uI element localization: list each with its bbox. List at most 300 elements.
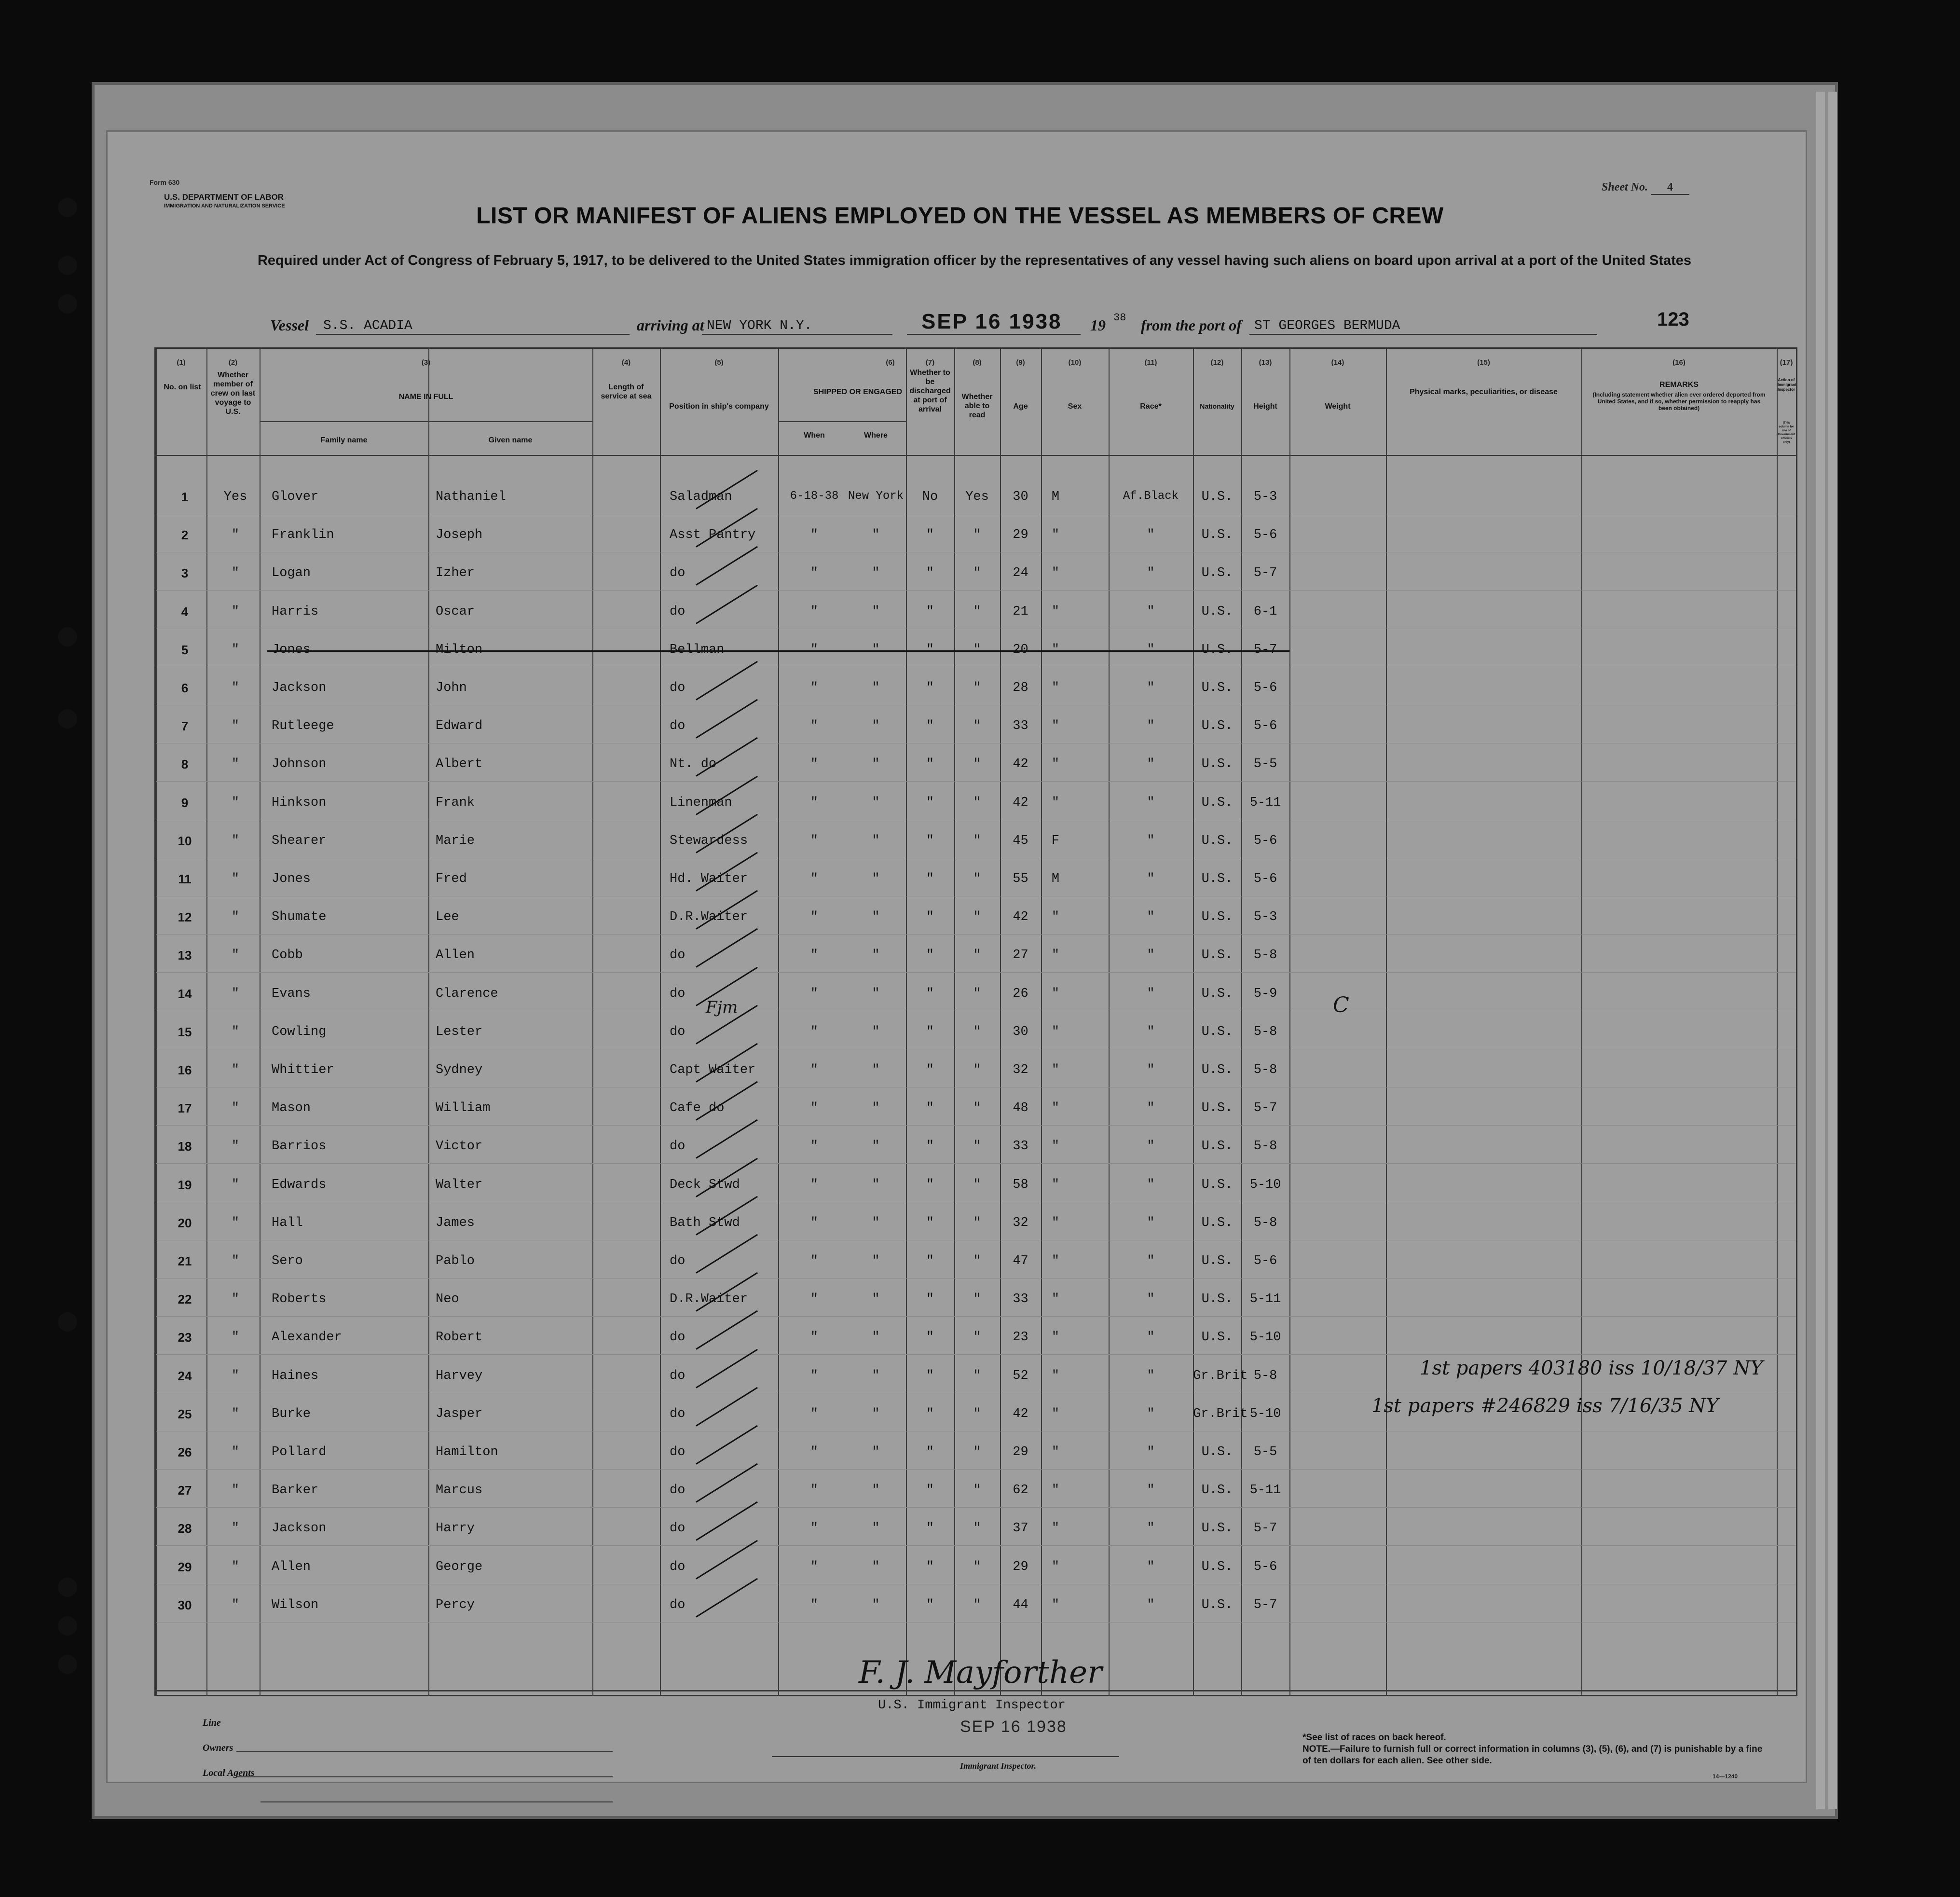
row-7-sex: " xyxy=(1051,719,1060,734)
row-21-height: 5-6 xyxy=(1253,1254,1277,1268)
row-4-given: Oscar xyxy=(436,604,475,619)
row-16-crew: " xyxy=(231,1063,240,1077)
row-rule xyxy=(156,1163,1796,1164)
row-10-sex: F xyxy=(1051,833,1060,848)
binder-hole xyxy=(58,1655,77,1674)
row-7-race: " xyxy=(1147,719,1155,734)
row-3-sex: " xyxy=(1051,566,1060,581)
row-3-family: Logan xyxy=(272,566,311,581)
row-22-race: " xyxy=(1147,1292,1155,1307)
row-30-nat: U.S. xyxy=(1201,1597,1233,1612)
row-16-position: Capt Waiter xyxy=(670,1063,756,1077)
row-11-height: 5-6 xyxy=(1253,872,1277,886)
footer-fields xyxy=(203,1718,255,1793)
col-17-number: (17) xyxy=(1780,358,1793,367)
row-27-crew: " xyxy=(231,1483,240,1498)
row-17-race: " xyxy=(1147,1101,1155,1116)
row-28-position: do xyxy=(670,1521,685,1536)
row-28-when: " xyxy=(810,1521,819,1536)
row-4-crew: " xyxy=(231,604,240,619)
row-2-crew: " xyxy=(231,528,240,543)
row-13-discharged: " xyxy=(926,948,934,963)
row-8-crew: " xyxy=(231,757,240,772)
row-11-discharged: " xyxy=(926,872,934,886)
row-2-read: " xyxy=(973,528,981,543)
row-5-race: " xyxy=(1147,642,1155,657)
races-note: *See list of races on back hereof. xyxy=(1302,1732,1446,1743)
col-1-number: (1) xyxy=(177,358,186,367)
row24-handwritten-remark: 1st papers 403180 iss 10/18/37 NY xyxy=(1420,1357,1763,1379)
row-7-family: Rutleege xyxy=(272,719,334,734)
col-8-number: (8) xyxy=(973,358,982,367)
row-10-given: Marie xyxy=(436,833,475,848)
row-25-no: 25 xyxy=(178,1406,192,1421)
row-5-position: Bellman xyxy=(670,642,725,657)
row-20-no: 20 xyxy=(178,1215,192,1230)
row-30-sex: " xyxy=(1051,1597,1060,1612)
row-24-no: 24 xyxy=(178,1368,192,1383)
row-18-where: " xyxy=(872,1139,880,1154)
row-3-age: 24 xyxy=(1013,566,1028,581)
row-29-discharged: " xyxy=(926,1559,934,1574)
row-27-nat: U.S. xyxy=(1201,1483,1233,1498)
row-11-where: " xyxy=(872,872,880,886)
row-1-when: 6-18-38 xyxy=(790,490,839,503)
row-6-nat: U.S. xyxy=(1201,681,1233,695)
row-25-race: " xyxy=(1147,1406,1155,1421)
row-12-read: " xyxy=(973,910,981,925)
row-8-given: Albert xyxy=(436,757,483,772)
col-2-number: (2) xyxy=(228,358,238,367)
row-19-crew: " xyxy=(231,1177,240,1192)
row-1-given: Nathaniel xyxy=(436,490,506,504)
row-9-sex: " xyxy=(1051,795,1060,810)
row-10-crew: " xyxy=(231,833,240,848)
row-12-nat: U.S. xyxy=(1201,910,1233,925)
row-12-no: 12 xyxy=(178,910,192,925)
row-17-no: 17 xyxy=(178,1101,192,1116)
col-4-number: (4) xyxy=(621,358,631,367)
binder-hole xyxy=(58,294,77,314)
row-16-height: 5-8 xyxy=(1253,1063,1277,1077)
binder-hole xyxy=(58,709,77,729)
row-17-read: " xyxy=(973,1101,981,1116)
row-1-family: Glover xyxy=(272,490,319,504)
row-3-nat: U.S. xyxy=(1201,566,1233,581)
row-14-age: 26 xyxy=(1013,986,1028,1001)
row-2-when: " xyxy=(810,528,819,543)
col-13-number: (13) xyxy=(1259,358,1272,367)
col-2-header: Whether member of crew on last voyage to U.S. xyxy=(210,371,256,416)
row-3-read: " xyxy=(973,566,981,581)
row-10-nat: U.S. xyxy=(1201,833,1233,848)
row-13-nat: U.S. xyxy=(1201,948,1233,963)
row-26-sex: " xyxy=(1051,1445,1060,1459)
line-field xyxy=(203,1718,255,1743)
row-26-age: 29 xyxy=(1013,1445,1028,1459)
row-30-family: Wilson xyxy=(272,1597,319,1612)
row-28-height: 5-7 xyxy=(1253,1521,1277,1536)
row-9-age: 42 xyxy=(1013,795,1028,810)
row-29-position: do xyxy=(670,1559,685,1574)
row-21-sex: " xyxy=(1051,1254,1060,1268)
row-10-age: 45 xyxy=(1013,833,1028,848)
row-27-sex: " xyxy=(1051,1483,1060,1498)
row-21-given: Pablo xyxy=(436,1254,475,1268)
row-3-crew: " xyxy=(231,566,240,581)
row-8-discharged: " xyxy=(926,757,934,772)
col-14-number: (14) xyxy=(1331,358,1344,367)
row-2-age: 29 xyxy=(1013,528,1028,543)
row-15-family: Cowling xyxy=(272,1024,327,1039)
row-19-family: Edwards xyxy=(272,1177,327,1192)
row-15-sex: " xyxy=(1051,1024,1060,1039)
row-30-where: " xyxy=(872,1597,880,1612)
row-5-sex: " xyxy=(1051,642,1060,657)
row-29-family: Allen xyxy=(272,1559,311,1574)
row-9-when: " xyxy=(810,795,819,810)
row-29-when: " xyxy=(810,1559,819,1574)
row-20-when: " xyxy=(810,1215,819,1230)
page-edge xyxy=(1816,92,1825,1809)
from-port-label: from the port of xyxy=(1141,316,1242,334)
row-18-read: " xyxy=(973,1139,981,1154)
row-rule xyxy=(156,1316,1796,1317)
row-rule xyxy=(156,590,1796,591)
row-13-height: 5-8 xyxy=(1253,948,1277,963)
row-1-position: Saladman xyxy=(670,490,732,504)
row-21-discharged: " xyxy=(926,1254,934,1268)
binder-hole xyxy=(58,627,77,646)
row-27-family: Barker xyxy=(272,1483,319,1498)
row-16-no: 16 xyxy=(178,1063,192,1077)
row-27-read: " xyxy=(973,1483,981,1498)
row-10-where: " xyxy=(872,833,880,848)
row-16-given: Sydney xyxy=(436,1063,483,1077)
row-20-race: " xyxy=(1147,1215,1155,1230)
row-19-age: 58 xyxy=(1013,1177,1028,1192)
row-23-crew: " xyxy=(231,1330,240,1345)
row-21-race: " xyxy=(1147,1254,1155,1268)
row-15-no: 15 xyxy=(178,1024,192,1039)
row-19-given: Walter xyxy=(436,1177,483,1192)
row-4-race: " xyxy=(1147,604,1155,619)
row-20-where: " xyxy=(872,1215,880,1230)
row-15-when: " xyxy=(810,1024,819,1039)
binder-hole xyxy=(58,1616,77,1636)
row-18-family: Barrios xyxy=(272,1139,327,1154)
row-13-when: " xyxy=(810,948,819,963)
row-28-nat: U.S. xyxy=(1201,1521,1233,1536)
row-7-no: 7 xyxy=(181,719,189,734)
department-heading xyxy=(164,193,285,210)
row-5-discharged: " xyxy=(926,642,934,657)
row-26-when: " xyxy=(810,1445,819,1459)
row-8-age: 42 xyxy=(1013,757,1028,772)
row-5-age: 20 xyxy=(1013,642,1028,657)
row-20-read: " xyxy=(973,1215,981,1230)
row-29-sex: " xyxy=(1051,1559,1060,1574)
row-18-given: Victor xyxy=(436,1139,483,1154)
row-28-where: " xyxy=(872,1521,880,1536)
row-14-sex: " xyxy=(1051,986,1060,1001)
row-30-no: 30 xyxy=(178,1597,192,1612)
row-4-nat: U.S. xyxy=(1201,604,1233,619)
row-21-read: " xyxy=(973,1254,981,1268)
year-suffix: 38 xyxy=(1113,312,1126,324)
row-23-height: 5-10 xyxy=(1249,1330,1281,1345)
row-7-age: 33 xyxy=(1013,719,1028,734)
crew-manifest-table xyxy=(154,347,1797,1696)
col-rule xyxy=(1386,349,1387,1695)
row-30-race: " xyxy=(1147,1597,1155,1612)
row-25-when: " xyxy=(810,1406,819,1421)
row-12-sex: " xyxy=(1051,910,1060,925)
row-18-position: do xyxy=(670,1139,685,1154)
row-15-crew: " xyxy=(231,1024,240,1039)
row-17-crew: " xyxy=(231,1101,240,1116)
row-26-race: " xyxy=(1147,1445,1155,1459)
row-30-read: " xyxy=(973,1597,981,1612)
row-24-height: 5-8 xyxy=(1253,1368,1277,1383)
document-title: LIST OR MANIFEST OF ALIENS EMPLOYED ON THE VESSEL AS MEMBERS OF CREW xyxy=(476,203,1444,229)
row-23-when: " xyxy=(810,1330,819,1345)
row-12-where: " xyxy=(872,910,880,925)
row-8-nat: U.S. xyxy=(1201,757,1233,772)
row-7-when: " xyxy=(810,719,819,734)
row-13-race: " xyxy=(1147,948,1155,963)
col-rule xyxy=(428,349,429,1695)
row-4-position: do xyxy=(670,604,685,619)
row-1-discharged: No xyxy=(922,490,938,504)
row-9-no: 9 xyxy=(181,795,189,810)
row-20-discharged: " xyxy=(926,1215,934,1230)
row-19-when: " xyxy=(810,1177,819,1192)
row-3-race: " xyxy=(1147,566,1155,581)
row-23-discharged: " xyxy=(926,1330,934,1345)
row-5-where: " xyxy=(872,642,880,657)
row-17-when: " xyxy=(810,1101,819,1116)
row-22-given: Neo xyxy=(436,1292,459,1307)
fine-note: NOTE.—Failure to furnish full or correct information in columns (3), (5), (6), and (7) is punishable by a fine of ten dollars for each alien. See other side. xyxy=(1302,1744,1763,1766)
agents-underline xyxy=(260,1776,613,1802)
form-number: Form 630 xyxy=(150,179,180,186)
row-29-read: " xyxy=(973,1559,981,1574)
col-6-header: SHIPPED OR ENGAGED xyxy=(813,388,903,396)
vessel-name: S.S. ACADIA xyxy=(323,318,412,333)
row-19-where: " xyxy=(872,1177,880,1192)
row-7-nat: U.S. xyxy=(1201,719,1233,734)
row-5-when: " xyxy=(810,642,819,657)
row-6-when: " xyxy=(810,681,819,695)
row-4-height: 6-1 xyxy=(1253,604,1277,619)
row25-handwritten-remark: 1st papers #246829 iss 7/16/35 NY xyxy=(1371,1395,1719,1417)
row-20-height: 5-8 xyxy=(1253,1215,1277,1230)
row-5-nat: U.S. xyxy=(1201,642,1233,657)
row-14-when: " xyxy=(810,986,819,1001)
row-10-when: " xyxy=(810,833,819,848)
row-27-given: Marcus xyxy=(436,1483,483,1498)
row-27-age: 62 xyxy=(1013,1483,1028,1498)
row-29-age: 29 xyxy=(1013,1559,1028,1574)
row-6-race: " xyxy=(1147,681,1155,695)
row-24-discharged: " xyxy=(926,1368,934,1383)
row-22-sex: " xyxy=(1051,1292,1060,1307)
row-12-crew: " xyxy=(231,910,240,925)
row-24-age: 52 xyxy=(1013,1368,1028,1383)
col-1-header: No. on list xyxy=(164,383,201,391)
row-12-position: D.R.Waiter xyxy=(670,910,748,925)
row-4-age: 21 xyxy=(1013,604,1028,619)
row-20-sex: " xyxy=(1051,1215,1060,1230)
row-25-nat: Gr.Brit xyxy=(1193,1406,1248,1421)
row-13-family: Cobb xyxy=(272,948,303,963)
row-1-read: Yes xyxy=(965,490,989,504)
row-15-age: 30 xyxy=(1013,1024,1028,1039)
row5-handwritten-right: C xyxy=(1333,993,1349,1017)
col-16-subheader: (Including statement whether alien ever ordered deported from United States, and if so, whether permission to reapply has been obtained) xyxy=(1592,391,1766,412)
col-15-number: (15) xyxy=(1477,358,1490,367)
header-bottom-rule xyxy=(156,455,1796,456)
row-25-read: " xyxy=(973,1406,981,1421)
row-15-discharged: " xyxy=(926,1024,934,1039)
row-25-age: 42 xyxy=(1013,1406,1028,1421)
row-4-where: " xyxy=(872,604,880,619)
row-18-no: 18 xyxy=(178,1139,192,1154)
row-11-age: 55 xyxy=(1013,872,1028,886)
row-25-family: Burke xyxy=(272,1406,311,1421)
row-18-age: 33 xyxy=(1013,1139,1028,1154)
row-18-discharged: " xyxy=(926,1139,934,1154)
row-8-sex: " xyxy=(1051,757,1060,772)
col-13-header: Height xyxy=(1253,402,1277,411)
row-29-nat: U.S. xyxy=(1201,1559,1233,1574)
row-6-sex: " xyxy=(1051,681,1060,695)
row-24-crew: " xyxy=(231,1368,240,1383)
col-5-header: Position in ship's company xyxy=(669,402,769,411)
row-28-age: 37 xyxy=(1013,1521,1028,1536)
row-23-race: " xyxy=(1147,1330,1155,1345)
row5-handwritten-mark: Fjm xyxy=(706,998,738,1017)
row-20-position: Bath Stwd xyxy=(670,1215,740,1230)
row-25-height: 5-10 xyxy=(1249,1406,1281,1421)
row-19-nat: U.S. xyxy=(1201,1177,1233,1192)
row-1-age: 30 xyxy=(1013,490,1028,504)
col-17-header: Action of Immigrant Inspector xyxy=(1778,378,1796,392)
family-name-header: Family name xyxy=(320,436,368,444)
row-5-crew: " xyxy=(231,642,240,657)
row-2-race: " xyxy=(1147,528,1155,543)
row-13-sex: " xyxy=(1051,948,1060,963)
row-21-position: do xyxy=(670,1254,685,1268)
row-24-sex: " xyxy=(1051,1368,1060,1383)
row-22-discharged: " xyxy=(926,1292,934,1307)
row-19-position: Deck Stwd xyxy=(670,1177,740,1192)
row-3-discharged: " xyxy=(926,566,934,581)
row-8-read: " xyxy=(973,757,981,772)
row-30-age: 44 xyxy=(1013,1597,1028,1612)
row-25-discharged: " xyxy=(926,1406,934,1421)
row-4-family: Harris xyxy=(272,604,319,619)
row-11-when: " xyxy=(810,872,819,886)
row-14-family: Evans xyxy=(272,986,311,1001)
row-16-read: " xyxy=(973,1063,981,1077)
row-27-race: " xyxy=(1147,1483,1155,1498)
row-21-family: Sero xyxy=(272,1254,303,1268)
row-24-position: do xyxy=(670,1368,685,1383)
row-29-crew: " xyxy=(231,1559,240,1574)
row-1-no: 1 xyxy=(181,490,189,504)
row-18-race: " xyxy=(1147,1139,1155,1154)
col-3-number: (3) xyxy=(421,358,431,367)
row-16-nat: U.S. xyxy=(1201,1063,1233,1077)
row-19-read: " xyxy=(973,1177,981,1192)
vessel-info-line xyxy=(270,309,1790,338)
row-8-where: " xyxy=(872,757,880,772)
row-2-discharged: " xyxy=(926,528,934,543)
row-23-read: " xyxy=(973,1330,981,1345)
owners-label: Owners xyxy=(203,1743,233,1753)
row-4-when: " xyxy=(810,604,819,619)
row-21-no: 21 xyxy=(178,1254,192,1268)
row-5-read: " xyxy=(973,642,981,657)
col-3-header: NAME IN FULL xyxy=(398,393,453,401)
row-17-where: " xyxy=(872,1101,880,1116)
row-9-given: Frank xyxy=(436,795,475,810)
row-8-no: 8 xyxy=(181,757,189,772)
row-9-race: " xyxy=(1147,795,1155,810)
col-17-subheader: (This column for use of Government officials only) xyxy=(1778,422,1795,444)
arriving-port: NEW YORK N.Y. xyxy=(707,318,812,333)
row-17-position: Cafe do xyxy=(670,1101,725,1116)
row-29-height: 5-6 xyxy=(1253,1559,1277,1574)
row-23-no: 23 xyxy=(178,1330,192,1345)
footnote xyxy=(1302,1732,1766,1767)
col-8-header: Whether able to read xyxy=(961,393,993,419)
row-6-age: 28 xyxy=(1013,681,1028,695)
row-9-read: " xyxy=(973,795,981,810)
row-rule xyxy=(156,934,1796,935)
row-21-age: 47 xyxy=(1013,1254,1028,1268)
row-11-no: 11 xyxy=(178,872,192,886)
row-27-where: " xyxy=(872,1483,880,1498)
row-11-position: Hd. Waiter xyxy=(670,872,748,886)
row-23-age: 23 xyxy=(1013,1330,1028,1345)
col-4-header: Length of service at sea xyxy=(601,383,652,400)
row-rule xyxy=(156,781,1796,782)
col-rule xyxy=(206,349,207,1695)
row-4-discharged: " xyxy=(926,604,934,619)
col-rule xyxy=(1581,349,1582,1695)
row-18-crew: " xyxy=(231,1139,240,1154)
row-18-height: 5-8 xyxy=(1253,1139,1277,1154)
row-28-crew: " xyxy=(231,1521,240,1536)
row-3-when: " xyxy=(810,566,819,581)
row-28-no: 28 xyxy=(178,1521,192,1536)
col-rule xyxy=(1777,349,1778,1695)
row-26-discharged: " xyxy=(926,1445,934,1459)
row-5-height: 5-7 xyxy=(1253,642,1277,657)
row-20-nat: U.S. xyxy=(1201,1215,1233,1230)
sheet-number-field xyxy=(1602,181,1689,195)
row-23-nat: U.S. xyxy=(1201,1330,1233,1345)
col-12-header: Nationality xyxy=(1200,402,1234,410)
row-18-sex: " xyxy=(1051,1139,1060,1154)
row-20-crew: " xyxy=(231,1215,240,1230)
row-12-race: " xyxy=(1147,910,1155,925)
row-24-family: Haines xyxy=(272,1368,319,1383)
row-26-height: 5-5 xyxy=(1253,1445,1277,1459)
